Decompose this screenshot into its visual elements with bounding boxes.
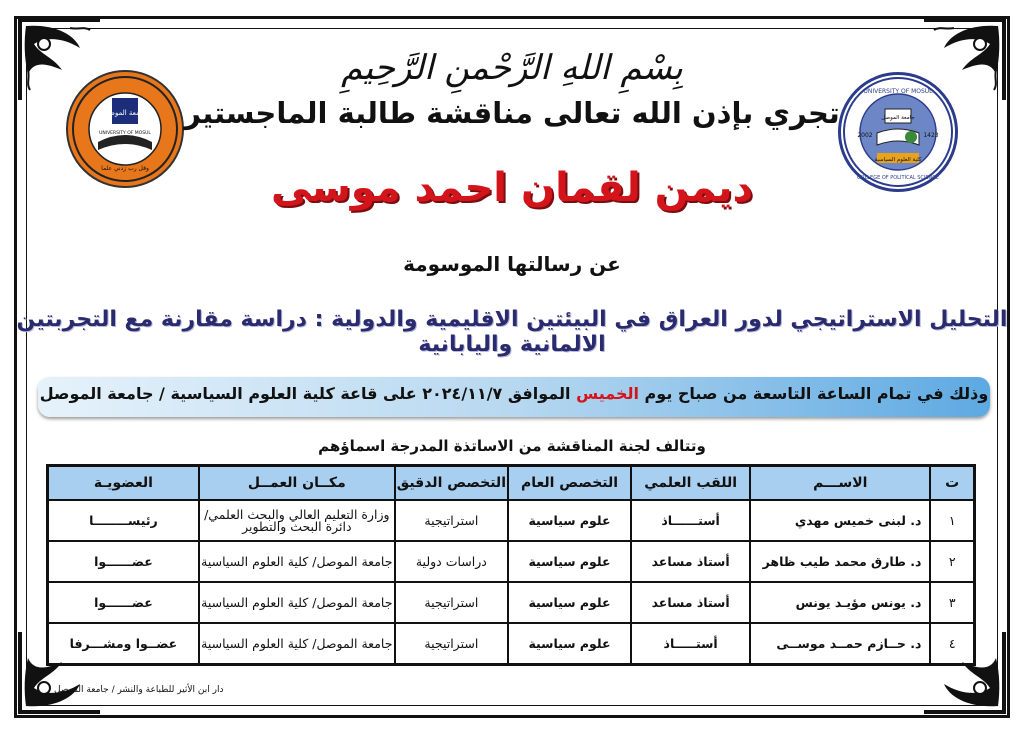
- cell-title: أستـــــاذ: [631, 623, 750, 664]
- banner-day: الخميس: [576, 384, 639, 403]
- thesis-title: التحليل الاستراتيجي لدور العراق في البيئتين الاقليمية والدولية : دراسة مقارنة مع التجربتين الالمانية واليابانية: [16, 307, 1008, 357]
- banner-part2: الموافق ٢٠٢٤/١١/٧ على قاعة كلية العلوم السياسية / جامعة الموصل: [39, 384, 577, 403]
- banner-part1: وذلك في تمام الساعة التاسعة من صباح يوم: [638, 384, 989, 403]
- cell-index: ١: [930, 500, 974, 541]
- logo-left-label: جامعة الموصل: [103, 109, 147, 117]
- logo-right-year-left: 2002: [857, 132, 873, 139]
- table-row: [48, 500, 974, 541]
- committee-table: [46, 464, 976, 666]
- header-membership: العضويـة: [48, 466, 199, 500]
- cell-general: علوم سياسية: [508, 623, 631, 664]
- cell-title: أستاذ مساعد: [631, 541, 750, 582]
- cell-specific: استراتيجية: [395, 500, 508, 541]
- cell-workplace: جامعة الموصل/ كلية العلوم السياسية: [199, 582, 395, 623]
- cell-name: د. لبنى خميس مهدي: [750, 500, 930, 541]
- table-row: [48, 541, 974, 582]
- cell-index: ٤: [930, 623, 974, 664]
- cell-title: أستاذ مساعد: [631, 582, 750, 623]
- cell-specific: استراتيجية: [395, 582, 508, 623]
- table-row: [48, 623, 974, 664]
- logo-right-ring-top: UNIVERSITY OF MOSUL: [863, 88, 933, 95]
- logo-left-motto: وقل رب زدني علما: [101, 165, 149, 172]
- table-header-row: [48, 466, 974, 500]
- cell-index: ٢: [930, 541, 974, 582]
- logo-right-label: جامعة الموصل: [881, 115, 915, 121]
- header-general: التخصص العام: [508, 466, 631, 500]
- cell-membership: عضــوا ومشـــرفا: [48, 623, 199, 664]
- cell-name: د. يونس مؤيـد يونس: [750, 582, 930, 623]
- logo-right-year-right: 1423: [923, 132, 939, 139]
- cell-specific: دراسات دولية: [395, 541, 508, 582]
- cell-membership: عضــــــوا: [48, 582, 199, 623]
- cell-general: علوم سياسية: [508, 541, 631, 582]
- cell-general: علوم سياسية: [508, 500, 631, 541]
- printer-footer: دار ابن الأثير للطباعة والنشر / جامعة الموصل: [54, 685, 224, 695]
- cell-index: ٣: [930, 582, 974, 623]
- header-index: ت: [930, 466, 974, 500]
- student-name: ديمن لقمان احمد موسى: [270, 165, 754, 211]
- logo-left-en: UNIVERSITY OF MOSUL: [99, 131, 151, 136]
- logo-right-ring-bottom: COLLEGE OF POLITICAL SCIENCE: [857, 175, 939, 181]
- table-row: [48, 582, 974, 623]
- cell-general: علوم سياسية: [508, 582, 631, 623]
- cell-membership: عضــــــوا: [48, 541, 199, 582]
- cell-membership: رئيســــــــا: [48, 500, 199, 541]
- header-name: الاســـم: [750, 466, 930, 500]
- cell-title: أستــــــاذ: [631, 500, 750, 541]
- header-specific: التخصص الدقيق: [395, 466, 508, 500]
- basmala: بِسْمِ اللهِ الرَّحْمنِ الرَّحِيمِ: [341, 48, 683, 88]
- cell-workplace: جامعة الموصل/ كلية العلوم السياسية: [199, 623, 395, 664]
- cell-name: د. طارق محمد طيب ظاهر: [750, 541, 930, 582]
- cell-workplace: جامعة الموصل/ كلية العلوم السياسية: [199, 541, 395, 582]
- header-workplace: مكــان العمــل: [199, 466, 395, 500]
- cell-specific: استراتيجية: [395, 623, 508, 664]
- thesis-intro: عن رسالتها الموسومة: [403, 252, 621, 276]
- cell-name: د. حــازم حمــد موســى: [750, 623, 930, 664]
- announcement-line: تجري بإذن الله تعالى مناقشة طالبة الماجستير: [184, 96, 840, 130]
- cell-workplace: وزارة التعليم العالي والبحث العلمي/ دائرة البحث والتطوير: [199, 500, 395, 541]
- committee-intro: وتتالف لجنة المناقشة من الاساتذة المدرجة اسماؤهم: [318, 437, 706, 455]
- header-title: اللقب العلمي: [631, 466, 750, 500]
- logo-right-college: كلية العلوم السياسية: [874, 157, 922, 163]
- date-banner-text: [38, 384, 990, 403]
